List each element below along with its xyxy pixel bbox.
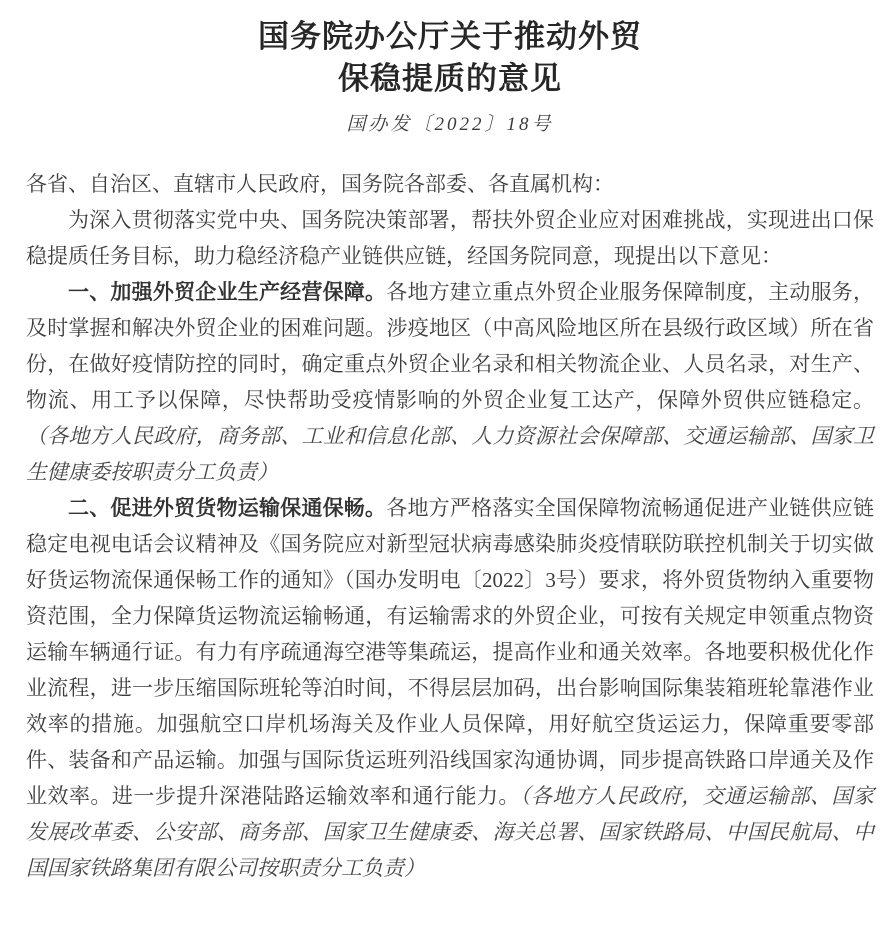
item-1-responsibility: （各地方人民政府，商务部、工业和信息化部、人力资源社会保障部、交通运输部、国家卫生健康委按职责分工负责） [26, 424, 874, 484]
document-title [26, 16, 874, 100]
item-1-paragraph [26, 274, 874, 490]
document-body [26, 166, 874, 886]
document-title-line-2: 保稳提质的意见 [338, 61, 562, 96]
document-title-line-1: 国务院办公厅关于推动外贸 [258, 19, 642, 54]
item-2-paragraph [26, 490, 874, 886]
intro-paragraph: 为深入贯彻落实党中央、国务院决策部署，帮扶外贸企业应对困难挑战，实现进出口保稳提质任务目标，助力稳经济稳产业链供应链，经国务院同意，现提出以下意见： [26, 208, 874, 268]
item-1-heading: 一、加强外贸企业生产经营保障。 [68, 280, 387, 304]
item-1-body: 各地方建立重点外贸企业服务保障制度，主动服务，及时掌握和解决外贸企业的困难问题。涉疫地区（中高风险地区所在县级行政区域）所在省份，在做好疫情防控的同时，确定重点外贸企业名录和相关物流企业、人员名录，对生产、物流、用工予以保障，尽快帮助受疫情影响的外贸企业复工达产，保障外贸供应链稳定。 [26, 280, 875, 412]
item-2-responsibility: （各地方人民政府，交通运输部、国家发展改革委、公安部、商务部、国家卫生健康委、海关总署、国家铁路局、中国民航局、中国国家铁路集团有限公司按职责分工负责） [26, 784, 875, 880]
item-2-heading: 二、促进外贸货物运输保通保畅。 [68, 496, 387, 520]
salutation: 各省、自治区、直辖市人民政府，国务院各部委、各直属机构： [26, 172, 614, 196]
document-number: 国办发〔2022〕18号 [346, 114, 554, 135]
item-2-body: 各地方严格落实全国保障物流畅通促进产业链供应链稳定电视电话会议精神及《国务院应对新型冠状病毒感染肺炎疫情联防联控机制关于切实做好货运物流保通保畅工作的通知》（国办发明电〔2022〕3号）要求，将外贸货物纳入重要物资范围，全力保障货运物流运输畅通，有运输需求的外贸企业，可按有关规定申领重点物资运输车辆通行证。有力有序疏通海空港等集疏运，提高作业和通关效率。各地要积极优化作业流程，进一步压缩国际班轮等泊时间，不得层层加码，出台影响国际集装箱班轮靠港作业效率的措施。加强航空口岸机场海关及作业人员保障，用好航空货运运力，保障重要零部件、装备和产品运输。加强与国际货运班列沿线国家沟通协调，同步提高铁路口岸通关及作业效率。进一步提升深港陆路运输效率和通行能力。 [26, 496, 875, 808]
